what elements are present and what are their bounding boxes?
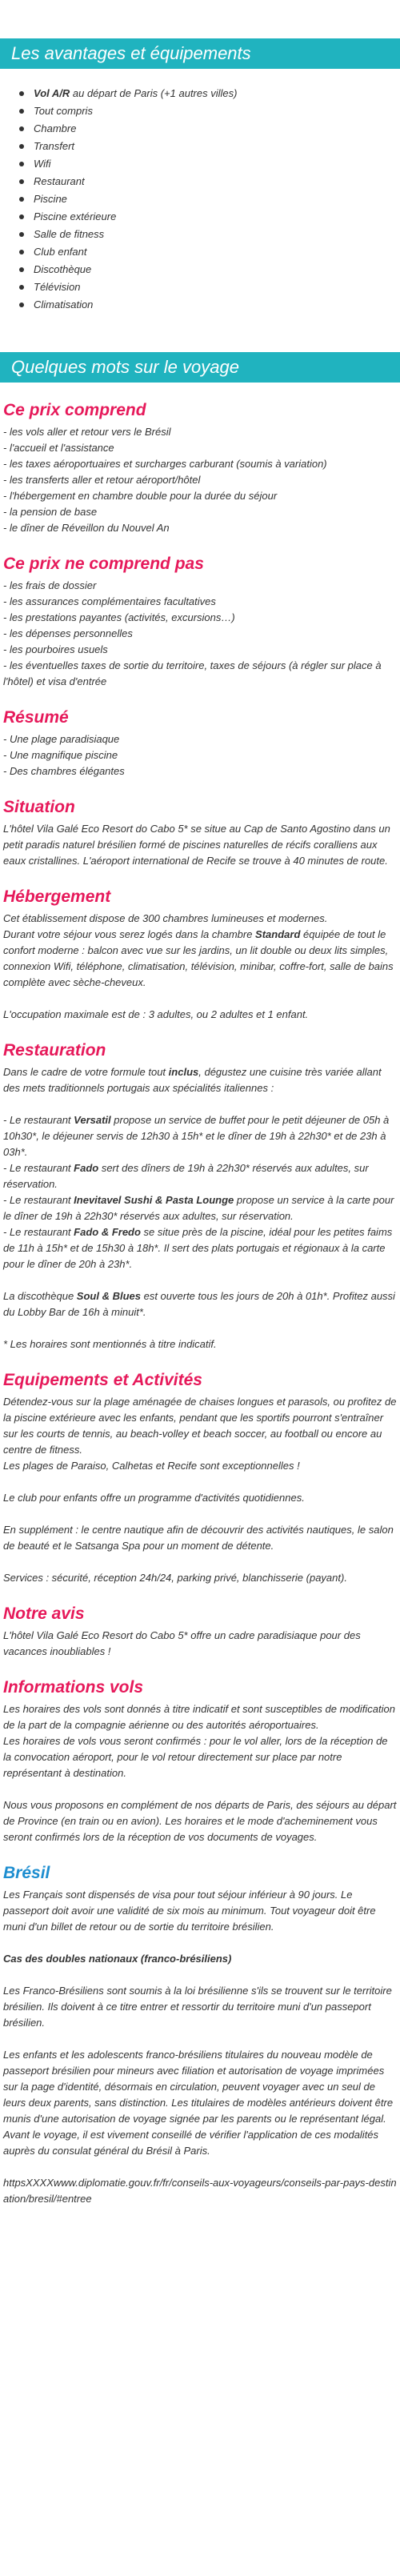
infos-vols-title: Informations vols (3, 1678, 144, 1697)
visa-text: Les Français sont dispensés de visa pour tout séjour inférieur à 90 jours. Le passeport doit avoir une validité de six mois au minimum. Tout voyageur doit être muni d'un billet de retour ou de sortie du territoire brésilien. (3, 1889, 376, 1933)
prix-comprend-title: Ce prix comprend (3, 401, 146, 419)
avis-text: L'hôtel Vila Galé Eco Resort do Cabo 5* offre un cadre paradisiaque pour des vacances inoubliables ! (3, 1629, 361, 1657)
disco-text (3, 1288, 397, 1320)
hebergement-text: Cet établissement dispose de 300 chambres lumineuses et modernes. (3, 912, 328, 924)
text-line: - l'accueil et l'assistance (3, 442, 114, 454)
occupancy-text: L'occupation maximale est de : 3 adultes, ou 2 adultes et 1 enfant. (3, 1008, 309, 1020)
list-item: Climatisation (34, 296, 400, 314)
list-item: Discothèque (34, 261, 400, 278)
list-item: Piscine (34, 190, 400, 208)
features-list (0, 85, 400, 314)
flights-text: Les horaires des vols sont donnés à titre indicatif et sont susceptibles de modification de la part de la compagnie aérienne ou des autorités aéroportuaires. (3, 1703, 395, 1731)
restaurant-item (3, 1160, 397, 1192)
page (0, 38, 400, 2223)
text-line: - les taxes aéroportuaires et surcharges carburant (soumis à variation) (3, 458, 327, 470)
restauration-title: Restauration (3, 1041, 106, 1060)
extras-text: En supplément : le centre nautique afin de découvrir des activités nautiques, le salon de beauté et le Satsanga Spa pour un moment de détente. (3, 1524, 394, 1552)
text-span: équipée de tout le confort moderne : balcon avec vue sur les jardins, un lit double ou deux lits simples, connexion Wifi, téléphone, climatisation, télévision, minibar, coffre-fort, salle de bains complète avec sèche-cheveux. (3, 928, 394, 988)
dual-nationals-text: Les Franco-Brésiliens sont soumis à la loi brésilienne s'ils se trouvent sur le territoire brésilien. Ils doivent à ce titre entrer et ressortir du territoire muni d'un passeport brésilien. (3, 1985, 392, 2029)
restaurant-item (3, 1224, 397, 1272)
list-item: Transfert (34, 138, 400, 155)
voyage-content (0, 400, 400, 2207)
text-line: - le dîner de Réveillon du Nouvel An (3, 522, 170, 534)
province-text: Nous vous proposons en complément de nos départs de Paris, des séjours au départ de Province (en train ou en avion). Les horaires et le mode d'acheminement vous seront confirmés lors de la réception de vos documents de voyages. (3, 1799, 397, 1843)
equipements-title: Equipements et Activités (3, 1371, 202, 1389)
restaurant-name: Fado (74, 1162, 99, 1174)
beaches-text: Les plages de Paraiso, Calhetas et Recife sont exceptionnelles ! (3, 1460, 300, 1472)
text-line: - les frais de dossier (3, 579, 97, 591)
disco-name: Soul & Blues (76, 1290, 141, 1302)
list-item: Télévision (34, 278, 400, 296)
formula-name: inclus (168, 1066, 199, 1078)
text-line: - Des chambres élégantes (3, 765, 125, 777)
text-span: sert des dîners de 19h à 22h30* réservés aux adultes, sur réservation. (3, 1162, 369, 1190)
mots-heading: Quelques mots sur le voyage (0, 352, 400, 383)
list-item: Wifi (34, 155, 400, 173)
hebergement-room-text (3, 927, 397, 991)
restaurant-name: Versatil (74, 1114, 111, 1126)
text-line: - les transferts aller et retour aéroport/hôtel (3, 474, 201, 486)
text-line: - les assurances complémentaires facultatives (3, 595, 216, 607)
text-span: se situe près de la piscine, idéal pour les petites faims de 11h à 15h* et de 15h30 à 18h*. Il sert des plats portugais et régionaux à la carte pour le dîner de 20h à 23h*. (3, 1226, 393, 1270)
room-type: Standard (255, 928, 301, 940)
text-span: propose un service de buffet pour le petit déjeuner de 05h à 10h30*, le déjeuner servis de 12h30 à 15h* et le dîner de 19h à 22h30* et de 23h à 03h*. (3, 1114, 390, 1158)
list-item: Restaurant (34, 173, 400, 190)
text-span: - Le restaurant (3, 1114, 74, 1126)
list-item: Tout compris (34, 102, 400, 120)
situation-title: Situation (3, 798, 75, 816)
text-line: - les pourboires usuels (3, 643, 108, 655)
text-span: - Le restaurant (3, 1194, 74, 1206)
situation-text: L'hôtel Vila Galé Eco Resort do Cabo 5* se situe au Cap de Santo Agostino dans un petit paradis naturel brésilien formé de piscines naturelles de récifs coralliens aux eaux cristallines. L'aéroport international de Recife se trouve à 40 minutes de route. (3, 823, 390, 867)
restaurant-item (3, 1112, 397, 1160)
restaurant-name: Inevitavel Sushi & Pasta Lounge (74, 1194, 234, 1206)
resume-title: Résumé (3, 708, 69, 727)
list-item: Club enfant (34, 243, 400, 261)
text-line: - Une magnifique piscine (3, 749, 118, 761)
flights-confirm-text: Les horaires de vols vous seront confirmés : pour le vol aller, lors de la réception de la convocation aéroport, pour le vol retour directement sur place par notre représentant à destination. (3, 1735, 388, 1779)
text-span: - Le restaurant (3, 1162, 74, 1174)
list-item: Piscine extérieure (34, 208, 400, 226)
text-span: est ouverte tous les jours de 20h à 01h*. Profitez aussi du Lobby Bar de 16h à minuit*. (3, 1290, 395, 1318)
text-line: - les prestations payantes (activités, excursions…) (3, 611, 235, 623)
restauration-intro (3, 1064, 397, 1096)
text-span: Dans le cadre de votre formule tout (3, 1066, 169, 1078)
text-span: La discothèque (3, 1290, 77, 1302)
diplomatie-link[interactable]: httpsXXXXwww.diplomatie.gouv.fr/fr/conseils-aux-voyageurs/conseils-par-pays-destination/bresil/#entree (3, 2177, 397, 2205)
dual-nationals-subtitle: Cas des doubles nationaux (franco-brésiliens) (3, 1953, 232, 1965)
text-span: propose un service à la carte pour le dîner de 19h à 22h30* réservés aux adultes, sur réservation. (3, 1194, 394, 1222)
restaurant-item (3, 1192, 397, 1224)
flight-label: Vol A/R (34, 87, 70, 99)
avis-title: Notre avis (3, 1604, 85, 1623)
text-span: Durant votre séjour vous serez logés dans la chambre (3, 928, 256, 940)
list-item (34, 85, 400, 102)
avantages-heading: Les avantages et équipements (0, 38, 400, 69)
hebergement-title: Hébergement (3, 887, 111, 906)
text-line: - les dépenses personnelles (3, 627, 133, 639)
minors-text: Les enfants et les adolescents franco-brésiliens titulaires du nouveau modèle de passeport brésilien pour mineurs avec filiation et autorisation de voyage imprimées sur la page d'identité, désormais en circulation, peuvent voyager avec un seul de leurs deux parents, sans distinction. Les titulaires de modèles antérieurs doivent être munis d'une autorisation de voyage signée par les parents ou le représentant légal. Avant le voyage, il est vivement conseillé de vérifier l'application de ces modalités auprès du consulat général du Brésil à Paris. (3, 2049, 394, 2157)
list-item: Chambre (34, 120, 400, 138)
restaurant-name: Fado & Fredo (74, 1226, 141, 1238)
list-item: Salle de fitness (34, 226, 400, 243)
text-line: - les éventuelles taxes de sortie du territoire, taxes de séjours (à régler sur place à l'hôtel) et visa d'entrée (3, 659, 382, 687)
services-text: Services : sécurité, réception 24h/24, parking privé, blanchisserie (payant). (3, 1572, 347, 1584)
text-span: , dégustez une cuisine très variée allant des mets traditionnels portugais aux spécialités italiennes : (3, 1066, 382, 1094)
bresil-title: Brésil (3, 1864, 50, 1882)
text-line: - Une plage paradisiaque (3, 733, 120, 745)
equipements-text: Détendez-vous sur la plage aménagée de chaises longues et parasols, ou profitez de la piscine extérieure avec les enfants, pendant que les sportifs pourront s'entraîner sur les courts de tennis, au beach-volley et beach soccer, au football ou encore au centre de fitness. (3, 1396, 397, 1456)
flight-detail: au départ de Paris (+1 autres villes) (70, 87, 238, 99)
text-line: - l'hébergement en chambre double pour la durée du séjour (3, 490, 278, 502)
text-span: - Le restaurant (3, 1226, 74, 1238)
kids-club-text: Le club pour enfants offre un programme d'activités quotidiennes. (3, 1492, 305, 1504)
text-line: - la pension de base (3, 506, 98, 518)
prix-ne-comprend-title: Ce prix ne comprend pas (3, 555, 204, 573)
text-line: - les vols aller et retour vers le Brésil (3, 426, 171, 438)
hours-note: * Les horaires sont mentionnés à titre indicatif. (3, 1338, 217, 1350)
